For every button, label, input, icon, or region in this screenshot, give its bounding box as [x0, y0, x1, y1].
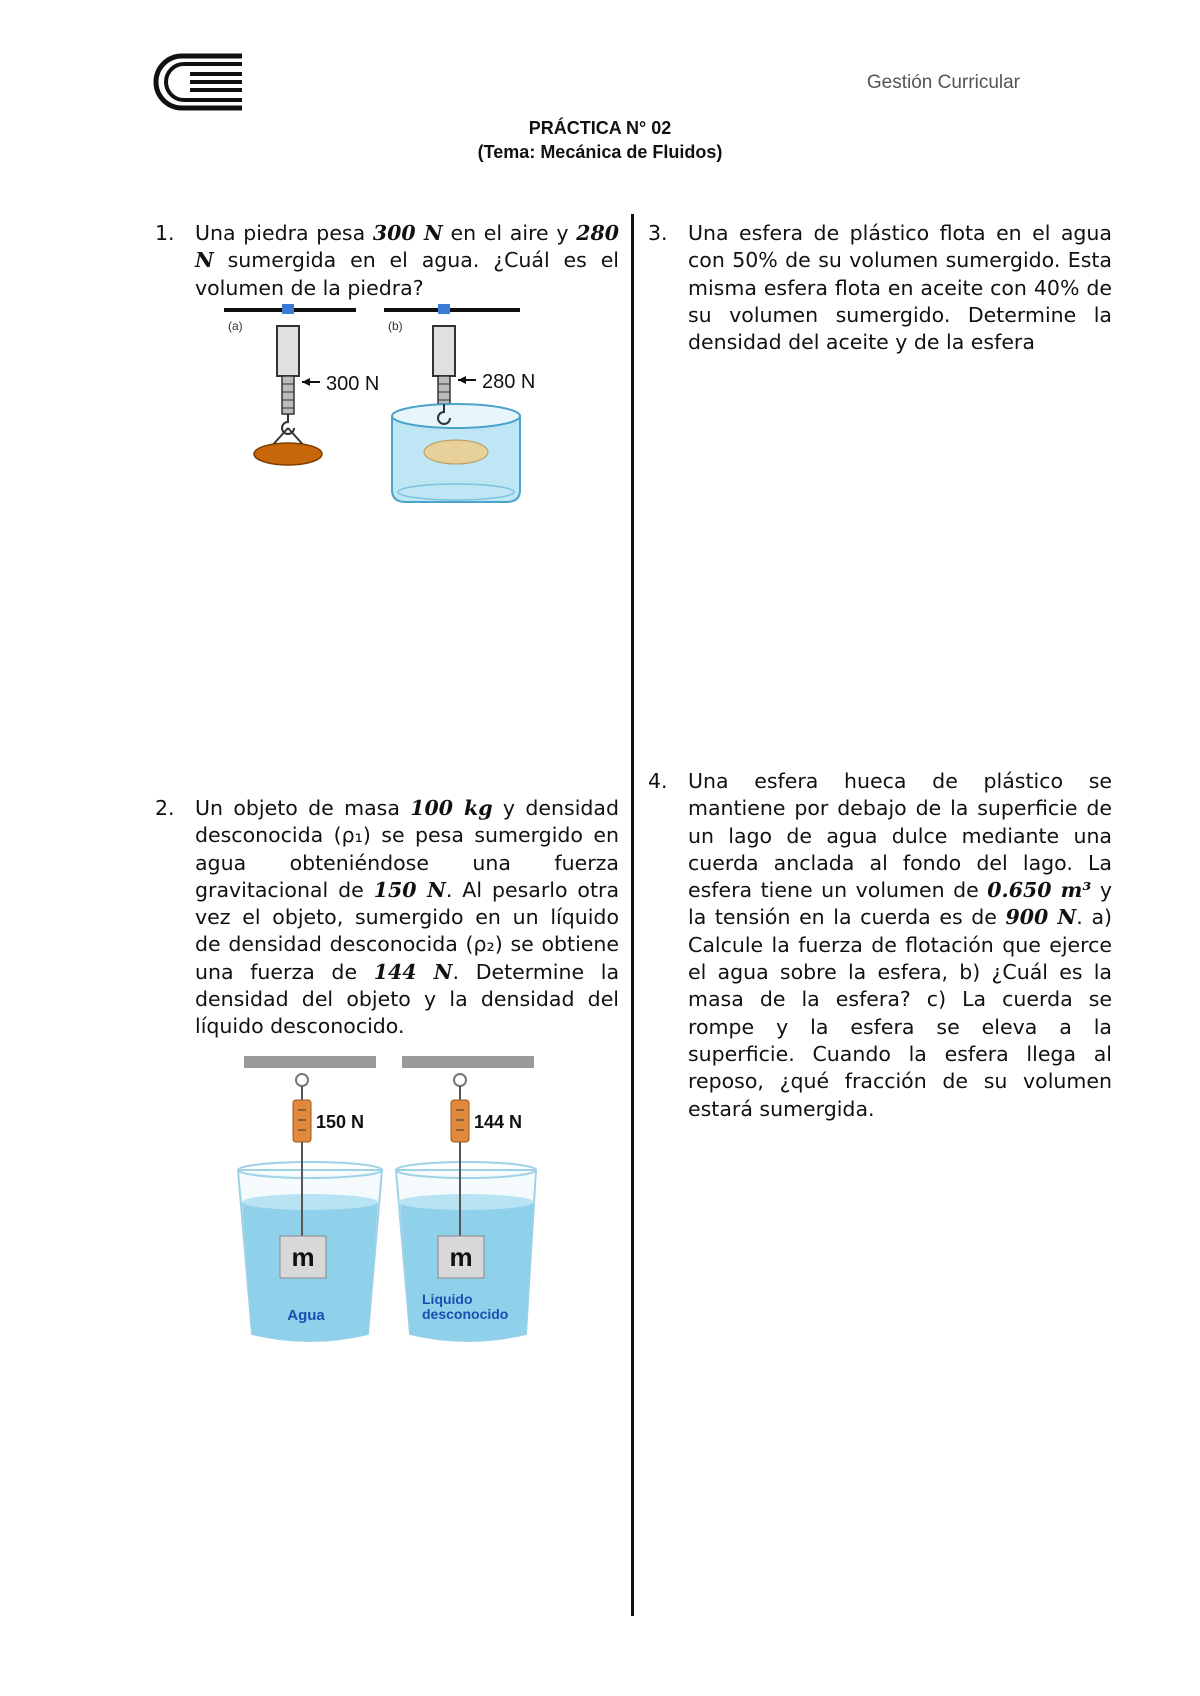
column-divider — [631, 214, 634, 1616]
problem-4: 4. Una esfera hueca de plástico se mantiene por debajo de la superficie de un lago de agua dulce mediante una cuerda anclada al fondo del lago. La esfera tiene un volumen de 0.650 m³ y la tensión en la cuerda es de 900 N. a) Calcule la fuerza de flotación que ejerce el agua sobre la esfera, b) ¿Cuál es la masa de la esfera? c) La cuerda se rompe y la esfera se eleva a la superficie. Cuando la esfera llega al reposo, ¿qué fracción de su volumen estará sumergida. — [648, 769, 1113, 1121]
math-value: 0.650 m³ — [987, 878, 1092, 903]
reading-280n: 280 N — [482, 371, 536, 393]
reading-300n: 300 N — [326, 373, 380, 395]
problem-3: 3. Una esfera de plástico flota en el agua con 50% de su volumen sumergido. Esta misma esfera flota en aceite con 40% de su volumen sumergido. Determine la densidad del aceite y de la esfera — [648, 221, 1112, 355]
figure-spring-scale-stone — [220, 302, 536, 512]
reading-150n: 150 N — [316, 1112, 365, 1132]
reading-144n: 144 N — [474, 1112, 523, 1132]
liquid-label-unknown-1: Liquido — [422, 1291, 473, 1307]
math-value: 300 N — [372, 221, 443, 245]
math-value: 150 N — [373, 877, 446, 902]
liquid-label-unknown-2: desconocido — [422, 1306, 509, 1322]
problem-1: 1. Una piedra pesa 300 N en el aire y 280 N sumergida en el agua. ¿Cuál es el volumen de la piedra? — [155, 221, 620, 300]
institution-logo — [160, 50, 244, 114]
math-value: 900 N — [1005, 905, 1077, 930]
page-subtitle: (Tema: Mecánica de Fluidos) — [477, 142, 723, 162]
math-value: 144 N — [373, 959, 453, 984]
figure-label-a: (a) — [228, 319, 243, 333]
liquid-label-water: Agua — [287, 1307, 325, 1324]
figure-label-b: (b) — [388, 319, 403, 333]
page-title: PRÁCTICA N° 02 — [528, 118, 672, 138]
figure-submerged-mass — [236, 1052, 536, 1352]
math-value: 100 kg — [410, 796, 493, 820]
problem-number: 4. — [648, 769, 668, 793]
problem-number: 3. — [648, 221, 668, 245]
problem-2: 2. Un objeto de masa 100 kg y densidad desconocida (ρ₁) se pesa sumergido en agua obteniéndose una fuerza gravitacional de 150 N. Al pesarlo otra vez el objeto, sumergido en un líquido de densidad desconocida (ρ₂) se obtiene una fuerza de 144 N. Determine la densidad del objeto y la densidad del líquido desconocido. — [155, 796, 620, 1039]
problem-number: 1. — [155, 221, 175, 245]
header-department: Gestión Curricular — [866, 72, 1020, 93]
page-title-block — [0, 116, 1200, 164]
block-mass-label: m — [449, 1242, 473, 1272]
math-value: 280 N — [195, 221, 620, 273]
problem-number: 2. — [155, 796, 175, 820]
block-mass-label: m — [291, 1242, 315, 1272]
